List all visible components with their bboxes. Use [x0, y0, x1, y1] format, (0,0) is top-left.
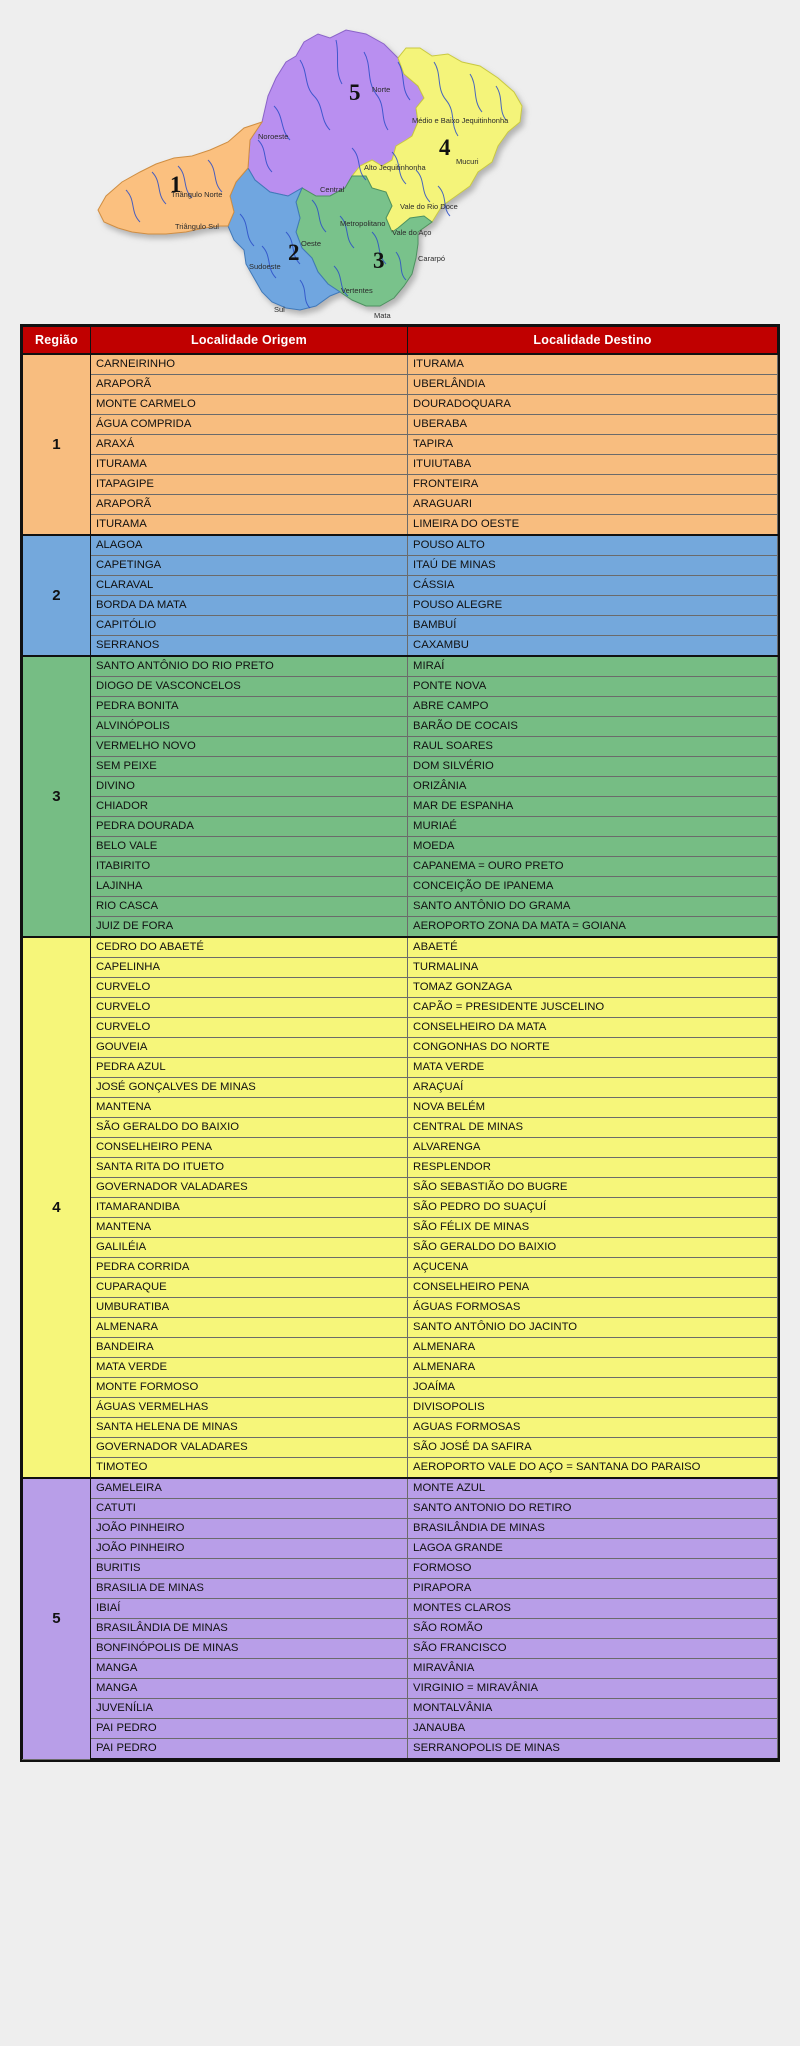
map-subregion-label: Metropolitano [340, 219, 386, 228]
destination-cell: UBERABA [408, 415, 778, 435]
destination-cell: SÃO FRANCISCO [408, 1639, 778, 1659]
table-row [23, 1018, 778, 1038]
destination-cell: ITUIUTABA [408, 455, 778, 475]
table-row [23, 1058, 778, 1078]
map-regions-group [98, 30, 522, 310]
destination-cell: POUSO ALEGRE [408, 596, 778, 616]
origin-cell: PAI PEDRO [90, 1739, 407, 1760]
table-row [23, 717, 778, 737]
map-subregion-label: Noroeste [258, 132, 289, 141]
origin-cell: SANTA RITA DO ITUETO [90, 1158, 407, 1178]
origin-cell: CHIADOR [90, 797, 407, 817]
origin-cell: MONTE FORMOSO [90, 1378, 407, 1398]
table-row [23, 1078, 778, 1098]
table-row [23, 1438, 778, 1458]
table-row [23, 1098, 778, 1118]
table-row [23, 1278, 778, 1298]
origin-cell: ALMENARA [90, 1318, 407, 1338]
destination-cell: ARAGUARI [408, 495, 778, 515]
origin-cell: MANGA [90, 1679, 407, 1699]
origin-cell: ITURAMA [90, 455, 407, 475]
origin-cell: PEDRA DOURADA [90, 817, 407, 837]
table-row [23, 1238, 778, 1258]
origin-cell: BURITIS [90, 1559, 407, 1579]
region-cell: 4 [23, 937, 91, 1478]
map-subregion-label: Cararpó [418, 254, 446, 263]
origin-cell: ARAPORÃ [90, 375, 407, 395]
table-row [23, 1298, 778, 1318]
map-region-number: 2 [288, 240, 300, 265]
table-row [23, 1378, 778, 1398]
origin-cell: SÃO GERALDO DO BAIXIO [90, 1118, 407, 1138]
origin-cell: MONTE CARMELO [90, 395, 407, 415]
table-row [23, 1519, 778, 1539]
destination-cell: SÃO GERALDO DO BAIXIO [408, 1238, 778, 1258]
origin-cell: ITAPAGIPE [90, 475, 407, 495]
map-subregion-label: Triângulo Sul [175, 222, 219, 231]
table-row [23, 797, 778, 817]
table-row [23, 1679, 778, 1699]
map-subregion-label: Mata [374, 311, 391, 320]
table-row [23, 354, 778, 375]
map-region-number: 3 [373, 248, 385, 273]
destination-cell: ITAÚ DE MINAS [408, 556, 778, 576]
destination-cell: ITURAMA [408, 354, 778, 375]
map-subregion-label: Oeste [301, 239, 322, 248]
destination-cell: ALMENARA [408, 1358, 778, 1378]
table-row [23, 1739, 778, 1760]
table-row [23, 495, 778, 515]
table-row [23, 1458, 778, 1479]
destination-cell: CAPÃO = PRESIDENTE JUSCELINO [408, 998, 778, 1018]
destination-cell: JOAÍMA [408, 1378, 778, 1398]
origin-cell: MANTENA [90, 1098, 407, 1118]
map-subregion-label: Vertentes [341, 286, 373, 295]
table-row [23, 1258, 778, 1278]
table-row [23, 636, 778, 657]
table-row [23, 777, 778, 797]
table-row [23, 1559, 778, 1579]
table-row [23, 576, 778, 596]
table-row [23, 1499, 778, 1519]
origin-cell: SERRANOS [90, 636, 407, 657]
map-region-number: 1 [170, 172, 182, 197]
table-row [23, 937, 778, 958]
map-subregion-label: Vale do Rio Doce [400, 202, 458, 211]
destination-cell: SÃO PEDRO DO SUAÇUÍ [408, 1198, 778, 1218]
destination-cell: MIRAÍ [408, 656, 778, 677]
destination-cell: UBERLÂNDIA [408, 375, 778, 395]
table-row [23, 395, 778, 415]
map-subregion-label: Mucuri [456, 157, 479, 166]
region-cell: 1 [23, 354, 91, 535]
table-row [23, 998, 778, 1018]
origin-cell: VERMELHO NOVO [90, 737, 407, 757]
table-row [23, 1158, 778, 1178]
table-row [23, 1338, 778, 1358]
table-header-row [23, 327, 778, 355]
table-row [23, 1579, 778, 1599]
destination-cell: BAMBUÍ [408, 616, 778, 636]
origin-cell: PAI PEDRO [90, 1719, 407, 1739]
column-header-regiao: Região [23, 327, 91, 355]
localities-table-container [20, 324, 780, 1762]
origin-cell: GOUVEIA [90, 1038, 407, 1058]
origin-cell: JOÃO PINHEIRO [90, 1519, 407, 1539]
table-row [23, 737, 778, 757]
origin-cell: GOVERNADOR VALADARES [90, 1438, 407, 1458]
table-row [23, 616, 778, 636]
destination-cell: MIRAVÂNIA [408, 1659, 778, 1679]
origin-cell: JUIZ DE FORA [90, 917, 407, 938]
origin-cell: MANTENA [90, 1218, 407, 1238]
table-row [23, 1599, 778, 1619]
table-row [23, 1038, 778, 1058]
table-row [23, 1358, 778, 1378]
destination-cell: AEROPORTO ZONA DA MATA = GOIANA [408, 917, 778, 938]
destination-cell: SANTO ANTONIO DO RETIRO [408, 1499, 778, 1519]
table-row [23, 1318, 778, 1338]
origin-cell: SEM PEIXE [90, 757, 407, 777]
table-row [23, 535, 778, 556]
destination-cell: SERRANOPOLIS DE MINAS [408, 1739, 778, 1760]
table-row [23, 817, 778, 837]
destination-cell: AEROPORTO VALE DO AÇO = SANTANA DO PARAISO [408, 1458, 778, 1479]
destination-cell: ABRE CAMPO [408, 697, 778, 717]
destination-cell: CONGONHAS DO NORTE [408, 1038, 778, 1058]
origin-cell: DIOGO DE VASCONCELOS [90, 677, 407, 697]
table-row [23, 375, 778, 395]
table-row [23, 978, 778, 998]
destination-cell: CAXAMBU [408, 636, 778, 657]
destination-cell: SÃO SEBASTIÃO DO BUGRE [408, 1178, 778, 1198]
table-row [23, 1539, 778, 1559]
destination-cell: CONCEIÇÃO DE IPANEMA [408, 877, 778, 897]
origin-cell: BRASILÂNDIA DE MINAS [90, 1619, 407, 1639]
origin-cell: ALVINÓPOLIS [90, 717, 407, 737]
map-subregion-label: Triângulo Norte [171, 190, 223, 199]
map-subregion-label: Vale do Aço [392, 228, 432, 237]
origin-cell: ÁGUA COMPRIDA [90, 415, 407, 435]
origin-cell: CURVELO [90, 1018, 407, 1038]
destination-cell: NOVA BELÉM [408, 1098, 778, 1118]
destination-cell: FRONTEIRA [408, 475, 778, 495]
destination-cell: ÁGUAS FORMOSAS [408, 1298, 778, 1318]
table-row [23, 1418, 778, 1438]
destination-cell: LAGOA GRANDE [408, 1539, 778, 1559]
destination-cell: TURMALINA [408, 958, 778, 978]
region-cell: 5 [23, 1478, 91, 1759]
destination-cell: PIRAPORA [408, 1579, 778, 1599]
table-row [23, 958, 778, 978]
destination-cell: ALVARENGA [408, 1138, 778, 1158]
origin-cell: IBIAÍ [90, 1599, 407, 1619]
table-row [23, 857, 778, 877]
destination-cell: CENTRAL DE MINAS [408, 1118, 778, 1138]
origin-cell: CEDRO DO ABAETÉ [90, 937, 407, 958]
destination-cell: BRASILÂNDIA DE MINAS [408, 1519, 778, 1539]
destination-cell: CÁSSIA [408, 576, 778, 596]
table-row [23, 1659, 778, 1679]
destination-cell: SÃO FÉLIX DE MINAS [408, 1218, 778, 1238]
origin-cell: PEDRA BONITA [90, 697, 407, 717]
origin-cell: GALILÉIA [90, 1238, 407, 1258]
destination-cell: FORMOSO [408, 1559, 778, 1579]
destination-cell: ALMENARA [408, 1338, 778, 1358]
table-row [23, 1699, 778, 1719]
table-row [23, 917, 778, 938]
origin-cell: ARAPORÃ [90, 495, 407, 515]
destination-cell: ABAETÉ [408, 937, 778, 958]
destination-cell: AÇUCENA [408, 1258, 778, 1278]
destination-cell: ARAÇUAÍ [408, 1078, 778, 1098]
origin-cell: BONFINÓPOLIS DE MINAS [90, 1639, 407, 1659]
table-row [23, 415, 778, 435]
origin-cell: ITAMARANDIBA [90, 1198, 407, 1218]
map-subregion-label: Central [320, 185, 345, 194]
destination-cell: POUSO ALTO [408, 535, 778, 556]
origin-cell: MATA VERDE [90, 1358, 407, 1378]
destination-cell: VIRGINIO = MIRAVÂNIA [408, 1679, 778, 1699]
destination-cell: CAPANEMA = OURO PRETO [408, 857, 778, 877]
destination-cell: SÃO JOSÉ DA SAFIRA [408, 1438, 778, 1458]
origin-cell: SANTA HELENA DE MINAS [90, 1418, 407, 1438]
destination-cell: TOMAZ GONZAGA [408, 978, 778, 998]
destination-cell: TAPIRA [408, 435, 778, 455]
table-row [23, 1118, 778, 1138]
map-subregion-label: Sul [274, 305, 285, 314]
origin-cell: ALAGOA [90, 535, 407, 556]
destination-cell: RAUL SOARES [408, 737, 778, 757]
map-region-number: 5 [349, 80, 361, 105]
origin-cell: PEDRA AZUL [90, 1058, 407, 1078]
origin-cell: CURVELO [90, 998, 407, 1018]
region-cell: 3 [23, 656, 91, 937]
region-cell: 2 [23, 535, 91, 656]
origin-cell: JOSÉ GONÇALVES DE MINAS [90, 1078, 407, 1098]
destination-cell: MONTALVÂNIA [408, 1699, 778, 1719]
table-row [23, 475, 778, 495]
destination-cell: JANAUBA [408, 1719, 778, 1739]
origin-cell: JOÃO PINHEIRO [90, 1539, 407, 1559]
destination-cell: SANTO ANTÔNIO DO JACINTO [408, 1318, 778, 1338]
destination-cell: BARÃO DE COCAIS [408, 717, 778, 737]
map-region-number: 4 [439, 135, 451, 160]
origin-cell: UMBURATIBA [90, 1298, 407, 1318]
table-row [23, 556, 778, 576]
destination-cell: DOURADOQUARA [408, 395, 778, 415]
destination-cell: DIVISOPOLIS [408, 1398, 778, 1418]
table-row [23, 1198, 778, 1218]
table-row [23, 1178, 778, 1198]
table-row [23, 515, 778, 536]
destination-cell: AGUAS FORMOSAS [408, 1418, 778, 1438]
destination-cell: MURIAÉ [408, 817, 778, 837]
origin-cell: CAPELINHA [90, 958, 407, 978]
origin-cell: DIVINO [90, 777, 407, 797]
map-subregion-label: Norte [372, 85, 391, 94]
origin-cell: ITURAMA [90, 515, 407, 536]
map-subregion-label: Sudoeste [249, 262, 281, 271]
destination-cell: CONSELHEIRO DA MATA [408, 1018, 778, 1038]
origin-cell: GAMELEIRA [90, 1478, 407, 1499]
table-row [23, 897, 778, 917]
map-svg [0, 0, 800, 318]
origin-cell: GOVERNADOR VALADARES [90, 1178, 407, 1198]
table-row [23, 1639, 778, 1659]
map-subregion-label: Alto Jequitinhonha [364, 163, 426, 172]
origin-cell: CAPITÓLIO [90, 616, 407, 636]
map-subregion-label: Médio e Baixo Jequitinhonha [412, 116, 509, 125]
column-header-origem: Localidade Origem [90, 327, 407, 355]
column-header-destino: Localidade Destino [408, 327, 778, 355]
table-row [23, 757, 778, 777]
origin-cell: TIMOTEO [90, 1458, 407, 1479]
origin-cell: SANTO ANTÔNIO DO RIO PRETO [90, 656, 407, 677]
table-row [23, 1619, 778, 1639]
destination-cell: DOM SILVÉRIO [408, 757, 778, 777]
minas-gerais-region-map [0, 0, 800, 318]
origin-cell: CATUTI [90, 1499, 407, 1519]
table-row [23, 877, 778, 897]
destination-cell: MATA VERDE [408, 1058, 778, 1078]
origin-cell: ARAXÁ [90, 435, 407, 455]
destination-cell: MAR DE ESPANHA [408, 797, 778, 817]
origin-cell: ÁGUAS VERMELHAS [90, 1398, 407, 1418]
origin-cell: CARNEIRINHO [90, 354, 407, 375]
origin-cell: RIO CASCA [90, 897, 407, 917]
table-row [23, 1398, 778, 1418]
origin-cell: CLARAVAL [90, 576, 407, 596]
table-header [23, 327, 778, 355]
table-row [23, 837, 778, 857]
table-row [23, 596, 778, 616]
origin-cell: CUPARAQUE [90, 1278, 407, 1298]
destination-cell: RESPLENDOR [408, 1158, 778, 1178]
destination-cell: SANTO ANTÔNIO DO GRAMA [408, 897, 778, 917]
origin-cell: JUVENÍLIA [90, 1699, 407, 1719]
table-row [23, 656, 778, 677]
origin-cell: BORDA DA MATA [90, 596, 407, 616]
localities-table [22, 326, 778, 1760]
table-row [23, 1719, 778, 1739]
destination-cell: MOEDA [408, 837, 778, 857]
origin-cell: CAPETINGA [90, 556, 407, 576]
origin-cell: BELO VALE [90, 837, 407, 857]
table-row [23, 435, 778, 455]
origin-cell: PEDRA CORRIDA [90, 1258, 407, 1278]
table-row [23, 677, 778, 697]
table-row [23, 697, 778, 717]
table-row [23, 1138, 778, 1158]
destination-cell: SÃO ROMÃO [408, 1619, 778, 1639]
origin-cell: MANGA [90, 1659, 407, 1679]
origin-cell: CURVELO [90, 978, 407, 998]
origin-cell: ITABIRITO [90, 857, 407, 877]
destination-cell: ORIZÂNIA [408, 777, 778, 797]
table-body [23, 354, 778, 1759]
destination-cell: MONTE AZUL [408, 1478, 778, 1499]
table-row [23, 1218, 778, 1238]
destination-cell: MONTES CLAROS [408, 1599, 778, 1619]
destination-cell: CONSELHEIRO PENA [408, 1278, 778, 1298]
destination-cell: LIMEIRA DO OESTE [408, 515, 778, 536]
origin-cell: BANDEIRA [90, 1338, 407, 1358]
origin-cell: CONSELHEIRO PENA [90, 1138, 407, 1158]
table-row [23, 455, 778, 475]
origin-cell: BRASILIA DE MINAS [90, 1579, 407, 1599]
table-row [23, 1478, 778, 1499]
origin-cell: LAJINHA [90, 877, 407, 897]
destination-cell: PONTE NOVA [408, 677, 778, 697]
